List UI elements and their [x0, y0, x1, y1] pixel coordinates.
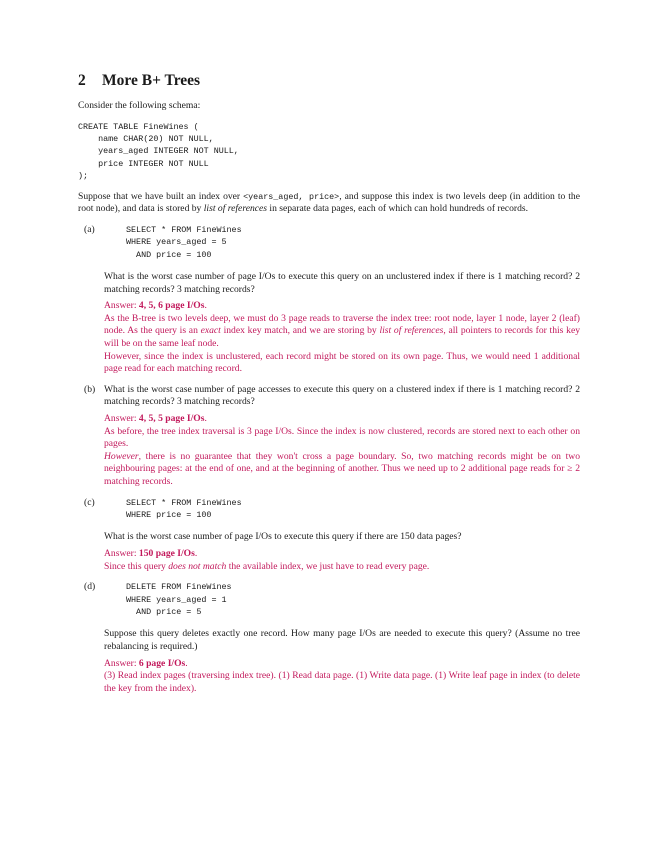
question-a-text: What is the worst case number of page I/Os to execute this query on an unclustered index if there is 1 matching record? 2 matching records? 3 matching records?	[104, 271, 580, 295]
answer-a-suffix: .	[204, 300, 207, 312]
answer-b-explanation-2	[104, 451, 580, 489]
question-d-text: Suppose this query deletes exactly one record. How many page I/Os are needed to execute this query? (Assume no tree rebalancing is required.)	[104, 628, 580, 652]
section-heading	[78, 72, 580, 90]
answer-a-line	[104, 300, 580, 313]
answer-b-explanation-1: As before, the tree index traversal is 3 page I/Os. Since the index is now clustered, records are stored next to each other on pages.	[104, 425, 580, 450]
answer-a-prefix: Answer:	[104, 300, 139, 312]
answer-c-line	[104, 548, 580, 561]
answer-b-exp2-rest: , there is no guarantee that they won't cross a page boundary. So, two matching records might be on two neighbouring pages: at the end of one, and at the beginning of another. Thus we need up to 2 additional page reads for ≥ 2 matching records.	[104, 450, 580, 487]
setup-text-1: Suppose that we have built an index over	[78, 190, 244, 202]
answer-a-exp1-c: , all pointers to records for this key will be on the same leaf node.	[104, 325, 581, 349]
answer-c-exp-a: Since this query	[104, 560, 169, 572]
question-d	[78, 581, 580, 695]
question-b-label: (b)	[84, 383, 96, 395]
answer-a-value: 4, 5, 6 page I/Os	[138, 300, 205, 312]
question-a	[78, 224, 580, 376]
question-a-code: SELECT * FROM FineWines WHERE years_aged = 5 AND price = 100	[126, 224, 242, 260]
section-title: More B+ Trees	[102, 72, 201, 89]
answer-c-prefix: Answer:	[104, 547, 139, 559]
answer-d-suffix: .	[185, 657, 188, 669]
question-d-code: DELETE FROM FineWines WHERE years_aged = 1 AND price = 5	[126, 582, 232, 617]
answer-b-suffix: .	[204, 412, 207, 424]
answer-a	[104, 300, 580, 376]
answer-b-exp2-ital: However	[104, 450, 139, 462]
answer-d-value: 6 page I/Os	[138, 657, 186, 669]
schema-code-block: CREATE TABLE FineWines ( name CHAR(20) NOT NULL, years_aged INTEGER NOT NULL, price INTEGER NOT NULL );	[78, 121, 239, 182]
question-c-text: What is the worst case number of page I/Os to execute this query if there are 150 data pages?	[104, 531, 462, 543]
setup-text-2: , and suppose this index is two levels deep (in addition to the root node), and data is stored by	[78, 190, 580, 215]
answer-a-explanation-2: However, since the index is unclustered, each record might be stored on its own page. Thus, we would need 1 additional page read for each matching record.	[104, 350, 580, 375]
section-number: 2	[78, 72, 86, 89]
answer-b	[104, 413, 580, 489]
document-page	[78, 72, 580, 703]
question-d-label: (d)	[84, 581, 96, 593]
answer-a-explanation-1	[104, 313, 580, 351]
answer-d	[104, 658, 580, 696]
question-c-label: (c)	[84, 496, 95, 508]
answer-d-prefix: Answer:	[104, 657, 139, 669]
setup-paragraph	[78, 191, 580, 216]
answer-c	[104, 548, 580, 573]
index-key-code: <years_aged, price>	[243, 191, 340, 202]
question-a-label: (a)	[84, 223, 95, 235]
answer-a-exp1-b: index key match, and we are storing by	[220, 325, 380, 337]
answer-a-exp1-a: As the B-tree is two levels deep, we must do 3 page reads to traverse the index tree: root node, layer 1 node, layer 2 (leaf) node. As the query is an	[104, 312, 580, 337]
answer-d-explanation: (3) Read index pages (traversing index tree). (1) Read data page. (1) Write data page. (1) Write leaf page in index (to delete the key from the index).	[104, 670, 580, 694]
answer-b-line	[104, 413, 580, 426]
answer-c-exp-ital: does not match	[168, 560, 227, 572]
answer-d-line	[104, 658, 580, 671]
question-b	[78, 384, 580, 489]
answer-b-prefix: Answer:	[104, 412, 139, 424]
answer-a-exp1-ital1: exact	[200, 325, 221, 337]
setup-italic: list of references	[203, 203, 267, 215]
intro-text: Consider the following schema:	[78, 100, 201, 111]
question-c-code: SELECT * FROM FineWines WHERE price = 100	[126, 497, 242, 520]
question-c	[78, 497, 580, 574]
answer-c-exp-b: the available index, we just have to read every page.	[226, 560, 430, 572]
answer-b-value: 4, 5, 5 page I/Os	[138, 412, 205, 424]
setup-text-3: in separate data pages, each of which can hold hundreds of records.	[267, 203, 529, 215]
answer-c-value: 150 page I/Os	[138, 547, 195, 559]
question-b-text: What is the worst case number of page accesses to execute this query on a clustered index if there is 1 matching record? 2 matching records? 3 matching records?	[104, 383, 580, 408]
answer-c-explanation	[104, 561, 580, 574]
answer-a-exp1-ital2: list of references	[379, 325, 444, 337]
answer-c-suffix: .	[194, 547, 198, 559]
